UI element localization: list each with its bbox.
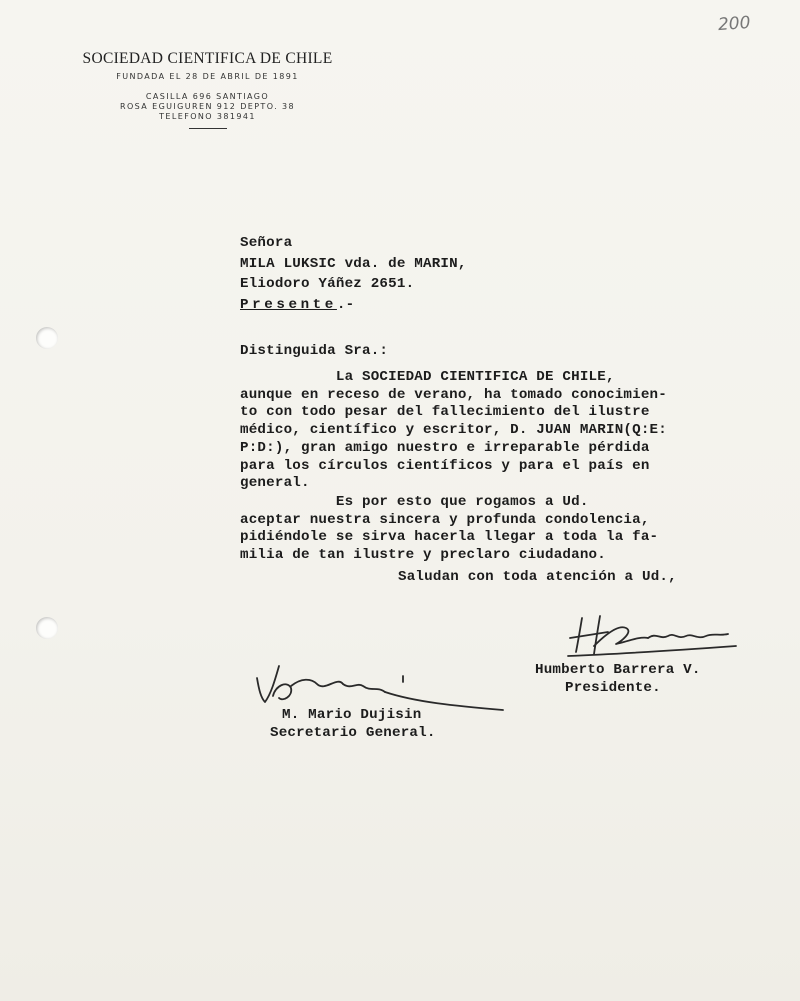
binder-hole — [36, 327, 58, 349]
body-line: milia de tan ilustre y preclaro ciudadano. — [240, 547, 606, 564]
letterhead-divider — [189, 128, 227, 129]
body-line: P:D:), gran amigo nuestro e irreparable pérdida — [240, 439, 650, 456]
president-signature-block — [535, 661, 701, 697]
recipient-name: MILA LUKSIC vda. de MARIN, — [240, 255, 467, 272]
body-line: médico, científico y escritor, D. JUAN MARIN(Q:E: — [240, 422, 667, 439]
letterhead-address-line: TELEFONO 381941 — [159, 112, 256, 121]
body-paragraph-1 — [240, 369, 667, 493]
presente-word: Presente — [240, 296, 337, 313]
recipient-address: Eliodoro Yáñez 2651. — [240, 276, 415, 292]
recipient-presente — [240, 295, 467, 316]
letterhead-founded: FUNDADA EL 28 DE ABRIL DE 1891 — [116, 72, 299, 81]
recipient-block — [240, 233, 467, 315]
body-line: pidiéndole se sirva hacerla llegar a toda la fa- — [240, 529, 659, 546]
body-line: to con todo pesar del fallecimiento del ilustre — [240, 404, 650, 421]
secretary-title: Secretario General. — [270, 725, 436, 741]
president-title: Presidente. — [565, 680, 661, 696]
letterhead-name: SOCIEDAD CIENTIFICA DE CHILE — [82, 50, 333, 67]
secretary-signature-block — [270, 706, 436, 742]
binder-hole — [36, 617, 58, 639]
letterhead-address-line: ROSA EGUIGUREN 912 DEPTO. 38 — [120, 102, 295, 111]
letterhead — [70, 50, 345, 129]
body-line: aceptar nuestra sincera y profunda condolencia, — [240, 511, 650, 528]
body-line: para los círculos científicos y para el país en — [240, 457, 650, 474]
body-line: aunque en receso de verano, ha tomado conocimien- — [240, 386, 667, 403]
recipient-title: Señora — [240, 235, 293, 251]
body-line: Es por esto que rogamos a Ud. — [240, 494, 589, 510]
body-line: La SOCIEDAD CIENTIFICA DE CHILE, — [240, 369, 615, 385]
closing-line: Saludan con toda atención a Ud., — [398, 569, 677, 585]
body-paragraph-2 — [240, 494, 658, 565]
archive-page-number: 200 — [717, 12, 752, 36]
salutation: Distinguida Sra.: — [240, 343, 389, 359]
presente-suffix: .- — [336, 296, 355, 313]
president-name: Humberto Barrera V. — [535, 662, 701, 678]
secretary-name: M. Mario Dujisin — [282, 707, 422, 723]
body-line: general. — [240, 475, 310, 492]
letterhead-address-line: CASILLA 696 SANTIAGO — [145, 92, 270, 101]
president-signature — [560, 606, 750, 666]
